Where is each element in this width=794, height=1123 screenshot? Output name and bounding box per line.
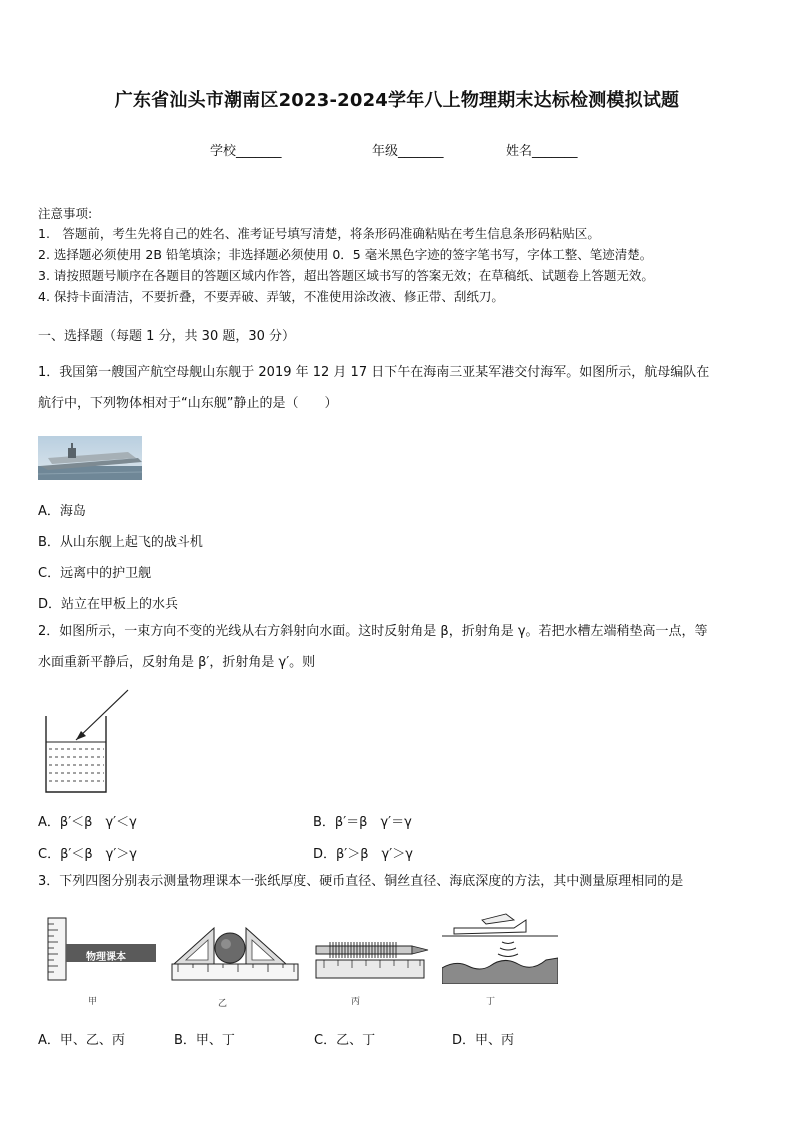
q3-option-d: D．甲、丙	[452, 1033, 515, 1048]
q2-text-line2: 水面重新平静后，反射角是 β′，折射角是 γ′。则	[38, 655, 316, 670]
q1-option-a: A．海岛	[38, 504, 86, 519]
figure-ding-sea-depth	[442, 910, 558, 984]
q3-text-line1: 3．下列四图分别表示测量物理课本一张纸厚度、硬币直径、铜丝直径、海底深度的方法，其中测量原理相同的是	[38, 874, 684, 889]
water-tank-diagram	[40, 686, 140, 798]
exam-title: 广东省汕头市潮南区2023-2024学年八上物理期末达标检测模拟试题	[114, 90, 680, 111]
q3-option-b: B．甲、丁	[174, 1033, 235, 1048]
q2-option-c: C．β′＜β γ′＞γ	[38, 847, 137, 862]
q2-option-b: B．β′＝β γ′＝γ	[313, 815, 412, 830]
q3-option-c: C．乙、丁	[314, 1033, 376, 1048]
figure-label-bing: 丙	[351, 997, 361, 1007]
book-label: 物理课本	[86, 952, 126, 963]
figure-label-ding: 丁	[486, 997, 496, 1007]
q1-option-b: B．从山东舰上起飞的战斗机	[38, 535, 203, 550]
note-item: 1. 答题前，考生先将自己的姓名、准考证号填写清楚，将条形码准确粘贴在考生信息条形码粘贴区。	[38, 226, 600, 241]
q1-text-line2: 航行中，下列物体相对于“山东舰”静止的是（ ）	[38, 396, 338, 411]
figure-label-yi: 乙	[218, 999, 228, 1009]
school-field: 学校_______	[210, 144, 282, 159]
q2-option-a: A．β′＜β γ′＜γ	[38, 815, 137, 830]
notes-heading: 注意事项:	[38, 206, 93, 221]
figure-yi-coin-diameter	[170, 920, 300, 984]
aircraft-carrier-photo	[38, 436, 142, 480]
q3-option-a: A．甲、乙、丙	[38, 1033, 125, 1048]
figure-bing-wire-diameter	[314, 932, 434, 982]
note-item: 2. 选择题必须使用 2B 铅笔填涂；非选择题必须使用 0．5 毫米黑色字迹的签字笔书写，字体工整、笔迹清楚。	[38, 247, 653, 262]
grade-field: 年级_______	[372, 144, 444, 159]
q2-option-d: D．β′＞β γ′＞γ	[313, 847, 413, 862]
note-item: 4. 保持卡面清洁，不要折叠，不要弄破、弄皱，不准使用涂改液、修正带、刮纸刀。	[38, 289, 504, 304]
q2-text-line1: 2．如图所示，一束方向不变的光线从右方斜射向水面。这时反射角是 β，折射角是 γ。若把水槽左端稍垫高一点，等	[38, 624, 708, 639]
q1-text-line1: 1．我国第一艘国产航空母舰山东舰于 2019 年 12 月 17 日下午在海南三亚某军港交付海军。如图所示，航母编队在	[38, 365, 710, 380]
name-field: 姓名_______	[506, 144, 578, 159]
note-item: 3. 请按照题号顺序在各题目的答题区域内作答，超出答题区域书写的答案无效；在草稿纸、试题卷上答题无效。	[38, 268, 654, 283]
section-heading: 一、选择题（每题 1 分，共 30 题，30 分）	[38, 329, 296, 344]
q1-option-d: D．站立在甲板上的水兵	[38, 597, 179, 612]
figure-label-jia: 甲	[88, 997, 98, 1007]
q1-option-c: C．远离中的护卫舰	[38, 566, 152, 581]
